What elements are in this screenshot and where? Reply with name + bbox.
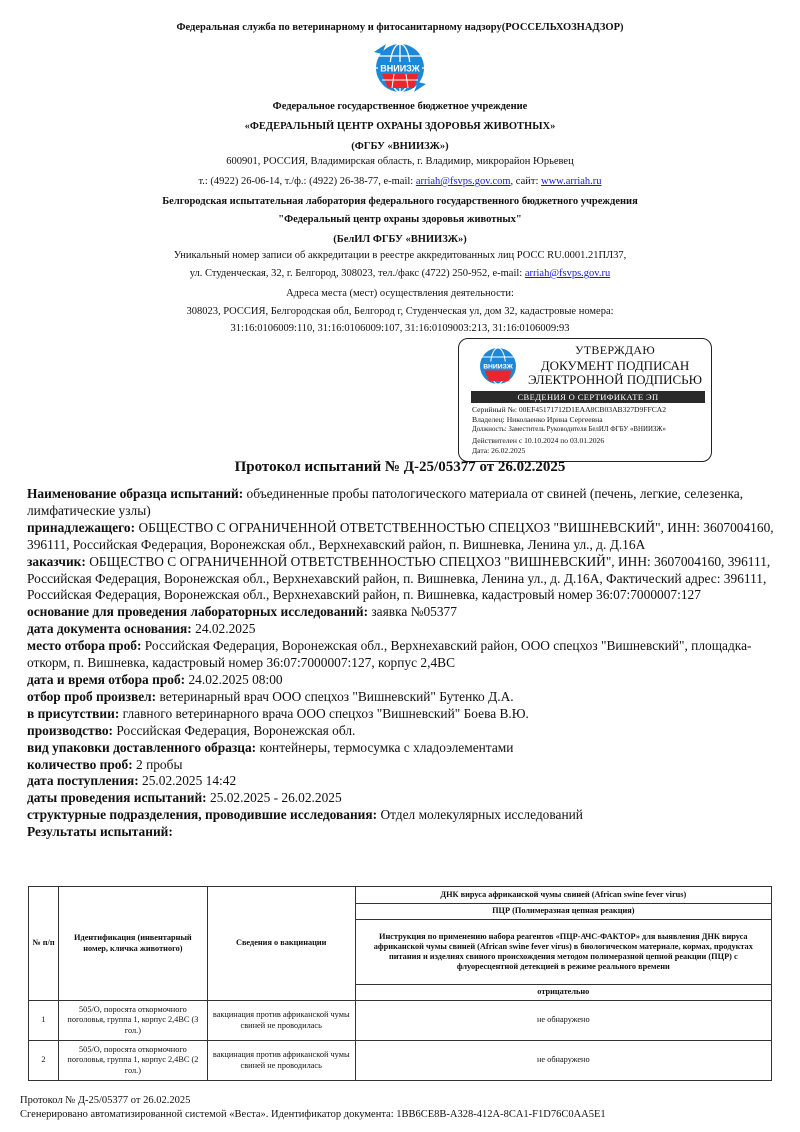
header-vaccination: Сведения о вакцинации bbox=[207, 887, 355, 1001]
table-row bbox=[29, 1041, 772, 1081]
field-sampled-by bbox=[27, 689, 782, 706]
stamp-signed-line2: ЭЛЕКТРОННОЙ ПОДПИСЬЮ bbox=[528, 372, 702, 387]
field-sampling-datetime bbox=[27, 672, 782, 689]
header-test-method: ПЦР (Полимеразная цепная реакция) bbox=[355, 904, 771, 920]
protocol-title: Протокол испытаний № Д-25/05377 от 26.02.2025 bbox=[234, 459, 566, 475]
field-value: 25.02.2025 14:42 bbox=[142, 773, 237, 789]
field-value: объединенные пробы патологического материала от свиней (печень, легкие, селезенка, лимфатические узлы) bbox=[27, 486, 744, 518]
activity-address: 308023, РОССИЯ, Белгородская обл, Белгород г, Студенческая ул, дом 32, кадастровые номера: bbox=[186, 306, 614, 317]
footer-generated-by: Сгенерировано автоматизированной системой «Веста». Идентификатор документа: 1BB6CE8B-A328-412A-8CA1-F1D76C0AA5E1 bbox=[20, 1108, 606, 1120]
field-label: основание для проведения лабораторных исследований: bbox=[27, 604, 369, 620]
field-value: Российская Федерация, Воронежская обл., Верхнехавский район, ООО спецхоз "Вишневский", площадка-откорм, п. Вишневка, кадастровый номер 36:07:7000007:127, корпус 2,4ВС bbox=[27, 638, 752, 671]
row-number: 1 bbox=[29, 1001, 59, 1041]
field-sampling-place bbox=[27, 638, 782, 672]
lab-name: Белгородская испытательная лаборатория федерального государственного бюджетного учреждения bbox=[162, 196, 638, 207]
org-address: 600901, РОССИЯ, Владимирская область, г. Владимир, микрорайон Юрьевец bbox=[226, 156, 574, 167]
field-value: ОБЩЕСТВО С ОГРАНИЧЕННОЙ ОТВЕТСТВЕННОСТЬЮ СПЕЦХОЗ "ВИШНЕВСКИЙ", ИНН: 3607004160, 396111, Российская Федерация, Воронежская обл., Верхнехавский район, п. Вишневка, Ленина ул., д. Д.16А bbox=[27, 519, 774, 552]
header-test-norm: отрицательно bbox=[355, 985, 771, 1001]
stamp-approve: УТВЕРЖДАЮ bbox=[574, 343, 656, 357]
vniizzh-logo-icon bbox=[368, 40, 432, 96]
email-link[interactable]: arriah@fsvps.gov.com bbox=[415, 176, 511, 187]
stamp-date: Дата: 26.02.2025 bbox=[472, 445, 526, 455]
org-type: Федеральное государственное бюджетное учреждение bbox=[272, 101, 528, 112]
field-value: контейнеры, термосумка с хладоэлементами bbox=[259, 739, 514, 755]
contacts-text: т.: (4922) 26-06-14, т./ф.: (4922) 26-38-77, e-mail: bbox=[198, 176, 416, 187]
field-value: ветеринарный врач ООО спецхоз "Вишневский" Бутенко Д.А. bbox=[159, 688, 514, 704]
org-name: «ФЕДЕРАЛЬНЫЙ ЦЕНТР ОХРАНЫ ЗДОРОВЬЯ ЖИВОТНЫХ» bbox=[244, 121, 556, 132]
activity-label: Адреса места (мест) осуществления деятельности: bbox=[286, 288, 514, 299]
field-value: 24.02.2025 08:00 bbox=[188, 671, 283, 687]
field-customer bbox=[27, 554, 782, 605]
site-link[interactable]: www.arriah.ru bbox=[541, 176, 602, 187]
field-value: главного ветеринарного врача ООО спецхоз "Вишневский" Боева В.Ю. bbox=[122, 705, 529, 721]
results-heading bbox=[27, 824, 782, 841]
field-label: дата документа основания: bbox=[27, 621, 192, 637]
header-test-instruction: Инструкция по применению набора реагентов «ПЦР-АЧС-ФАКТОР» для выявления ДНК вируса африканской чумы свиней (African swine fever virus) в биологическом материале, кормах, продуктах питания и изделиях свиного происхождения методом полимеразной цепной реакции (ПЦР) с флуоресцентной детекцией в режиме реального времени bbox=[355, 920, 771, 985]
field-label: заказчик: bbox=[27, 553, 86, 569]
field-packaging bbox=[27, 740, 782, 757]
field-departments bbox=[27, 807, 782, 824]
row-identification: 505/О, поросята откормочного поголовья, группа 1, корпус 2,4ВС (2 гол.) bbox=[58, 1041, 207, 1081]
field-label: структурные подразделения, проводившие исследования: bbox=[27, 807, 378, 823]
field-value: 24.02.2025 bbox=[195, 621, 256, 637]
field-label: место отбора проб: bbox=[27, 638, 142, 654]
field-received-date bbox=[27, 773, 782, 790]
agency-name: Федеральная служба по ветеринарному и фитосанитарному надзору(РОССЕЛЬХОЗНАДЗОР) bbox=[176, 22, 624, 33]
field-label: принадлежащего: bbox=[27, 519, 136, 535]
org-contacts bbox=[0, 176, 800, 187]
header-number: № п/п bbox=[29, 887, 59, 1001]
stamp-certificate-info bbox=[472, 405, 666, 456]
field-label: дата поступления: bbox=[27, 773, 139, 789]
field-sample-count bbox=[27, 757, 782, 774]
org-short-name: (ФГБУ «ВНИИЗЖ») bbox=[351, 141, 449, 152]
stamp-signed-line1: ДОКУМЕНТ ПОДПИСАН bbox=[540, 358, 690, 373]
lab-center: "Федеральный центр охраны здоровья животных" bbox=[278, 214, 522, 225]
field-label: количество проб: bbox=[27, 756, 133, 772]
field-basis-date bbox=[27, 621, 782, 638]
protocol-fields bbox=[27, 486, 782, 841]
cadastral-numbers: 31:16:0106009:110, 31:16:0106009:107, 31:16:0109003:213, 31:16:0106009:93 bbox=[230, 323, 570, 334]
page-footer bbox=[20, 1094, 606, 1121]
field-value: Российская Федерация, Воронежская обл. bbox=[116, 722, 356, 738]
site-label: , сайт: bbox=[510, 176, 541, 187]
row-vaccination: вакцинация против африканской чумы свиней не проводилась bbox=[207, 1041, 355, 1081]
field-value: ОБЩЕСТВО С ОГРАНИЧЕННОЙ ОТВЕТСТВЕННОСТЬЮ СПЕЦХОЗ "ВИШНЕВСКИЙ", ИНН: 3607004160, 396111, Российская Федерация, Воронежская обл., Верхнехавский район, п. Вишневка, Ленина ул., д. Д.16А, Фактический адрес: 396111, Российская Федерация, Воронежская обл., Верхнехавский район, п. Вишневка, кадастровый номер 36:07:7000007:127 bbox=[27, 553, 771, 603]
field-label: вид упаковки доставленного образца: bbox=[27, 739, 257, 755]
svg-text:ВНИИЗЖ: ВНИИЗЖ bbox=[380, 63, 420, 74]
field-label: Результаты испытаний: bbox=[27, 824, 173, 840]
row-number: 2 bbox=[29, 1041, 59, 1081]
field-production bbox=[27, 723, 782, 740]
field-value: 25.02.2025 - 26.02.2025 bbox=[210, 790, 342, 806]
row-identification: 505/О, поросята откормочного поголовья, группа 1, корпус 2,4ВС (3 гол.) bbox=[58, 1001, 207, 1041]
field-presence bbox=[27, 706, 782, 723]
row-vaccination: вакцинация против африканской чумы свиней не проводилась bbox=[207, 1001, 355, 1041]
field-value: 2 пробы bbox=[136, 756, 183, 772]
svg-text:ВНИИЗЖ: ВНИИЗЖ bbox=[483, 363, 513, 371]
header-test-target: ДНК вируса африканской чумы свиней (African swine fever virus) bbox=[355, 887, 771, 904]
field-test-dates bbox=[27, 790, 782, 807]
field-value: заявка №05377 bbox=[371, 604, 457, 620]
lab-contacts bbox=[0, 268, 800, 279]
stamp-logo-icon bbox=[473, 345, 523, 387]
e-signature-stamp bbox=[458, 338, 712, 462]
stamp-owner: Владелец: Николаенко Ирина Сергеевна bbox=[472, 415, 603, 425]
field-label: Наименование образца испытаний: bbox=[27, 486, 244, 501]
field-label: отбор проб произвел: bbox=[27, 688, 157, 704]
lab-short-name: (БелИЛ ФГБУ «ВНИИЗЖ») bbox=[333, 234, 467, 245]
field-sample-name bbox=[27, 486, 782, 520]
stamp-certificate-bar: СВЕДЕНИЯ О СЕРТИФИКАТЕ ЭП bbox=[471, 391, 705, 403]
results-table bbox=[28, 886, 772, 1081]
header-identification: Идентификация (инвентарный номер, кличка животного) bbox=[58, 887, 207, 1001]
lab-email-link[interactable]: arriah@fsvps.gov.ru bbox=[524, 268, 611, 279]
field-label: дата и время отбора проб: bbox=[27, 671, 186, 687]
stamp-serial: Серийный №: 00EF45171712D1EAA8CB03AB327D9FFCA2 bbox=[472, 405, 667, 414]
table-row bbox=[29, 1001, 772, 1041]
field-value: Отдел молекулярных исследований bbox=[380, 807, 583, 823]
field-owner bbox=[27, 520, 782, 554]
accreditation: Уникальный номер записи об аккредитации в реестре аккредитованных лиц РОСС RU.0001.21ПЛ37, bbox=[173, 250, 627, 261]
row-result: не обнаружено bbox=[355, 1041, 771, 1081]
stamp-position: Должность: Заместитель Руководителя БелИЛ ФГБУ «ВНИИЗЖ» bbox=[472, 426, 666, 434]
stamp-validity: Действителен с 10.10.2024 по 03.01.2026 bbox=[472, 435, 605, 445]
lab-contacts-text: ул. Студенческая, 32, г. Белгород, 308023, тел./факс (4722) 250-952, e-mail: bbox=[189, 268, 525, 279]
footer-protocol-number: Протокол № Д-25/05377 от 26.02.2025 bbox=[20, 1095, 191, 1106]
field-label: в присутствии: bbox=[27, 705, 120, 721]
field-basis bbox=[27, 604, 782, 621]
stamp-signed bbox=[519, 359, 711, 387]
row-result: не обнаружено bbox=[355, 1001, 771, 1041]
field-label: производство: bbox=[27, 722, 113, 738]
field-label: даты проведения испытаний: bbox=[27, 790, 207, 806]
